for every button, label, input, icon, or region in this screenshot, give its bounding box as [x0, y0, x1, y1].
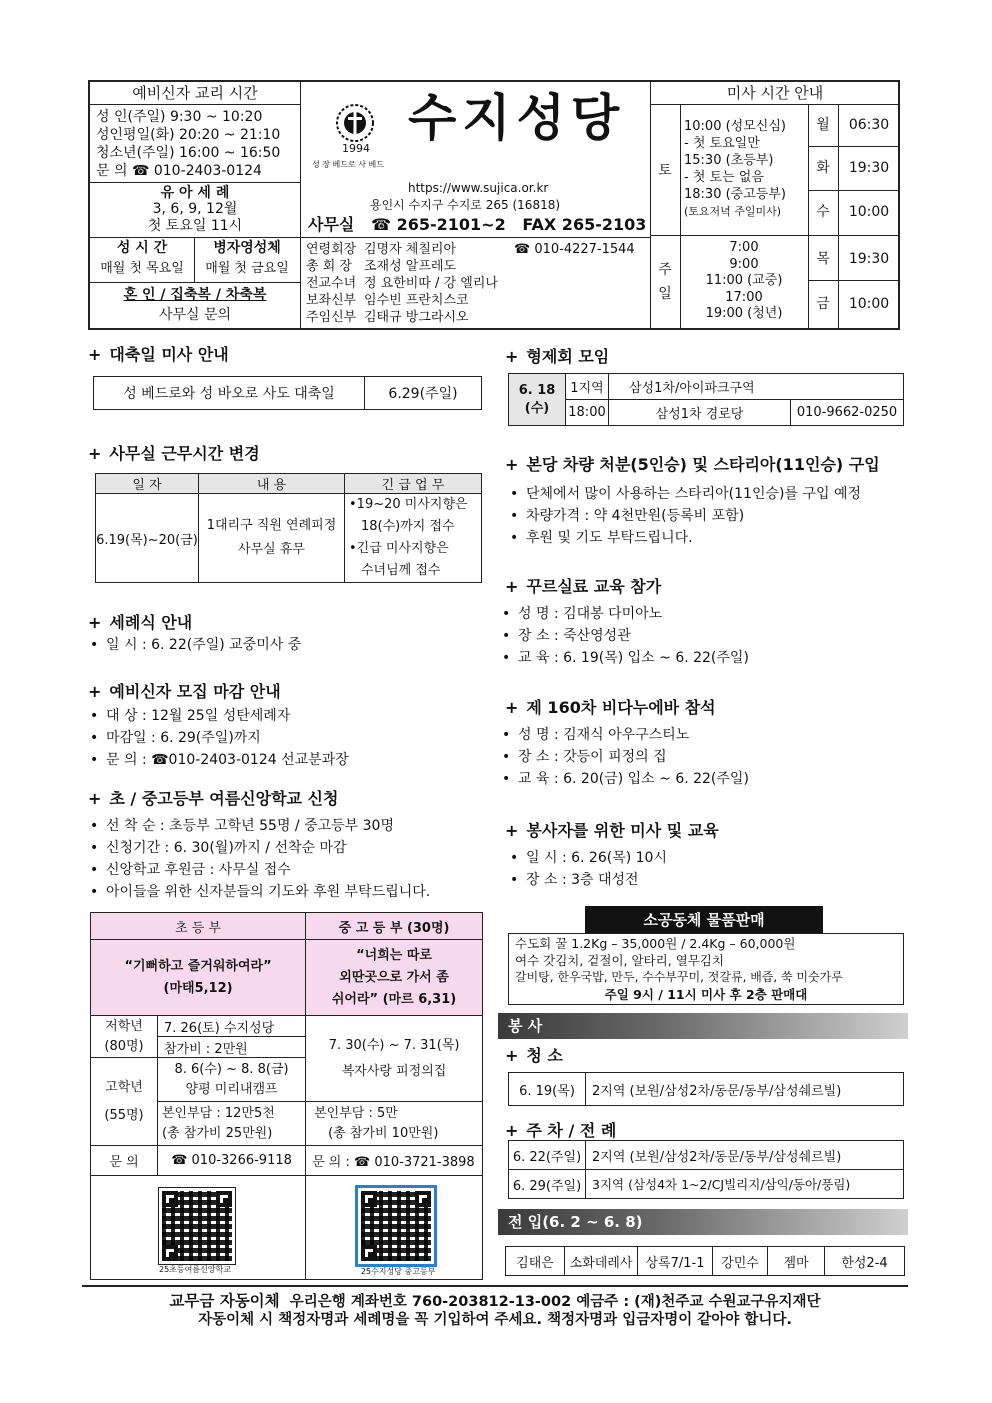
list-item: • 교 육 : 6. 20(금) 입소 ~ 6. 22(주일) — [500, 768, 749, 790]
youth-qr-icon[interactable] — [358, 1188, 434, 1264]
office-hours-header: 긴 급 업 무 — [345, 474, 482, 494]
staff-name: 조재성 알프레도 — [364, 259, 457, 274]
summer-school-title-text: 초 / 중고등부 여름신앙학교 신청 — [109, 789, 339, 808]
office-hours-content-line: 1대리구 직원 연례피정 — [206, 518, 337, 533]
catechism-time: 9:30 ~ 10:20 — [169, 109, 263, 125]
weekday-time: 10:00 — [848, 204, 890, 220]
address: 용인시 수지구 수지로 265 (16818) — [370, 198, 561, 212]
parking-title-text: 주 차 / 전 례 — [526, 1121, 617, 1140]
website-link[interactable]: https://www.sujica.or.kr — [408, 181, 549, 195]
staff-role: 총 회 장 — [306, 259, 352, 274]
upper-grade-label — [91, 1058, 158, 1146]
elementary-contact[interactable]: ☎ 010-3266-9118 — [158, 1146, 306, 1176]
motto-line: (마태5,12) — [163, 980, 233, 996]
brothers-place: 삼성1차 경로당 — [609, 400, 791, 426]
brothers-time: 18:00 — [566, 400, 609, 426]
office-phone[interactable]: ☎ 265-2101~2 — [371, 215, 506, 234]
weekday-label: 수 — [816, 204, 830, 220]
mass-sunday-line: 17:00 — [725, 289, 763, 305]
baptism-title: + 세례식 안내 — [88, 613, 193, 632]
cleaning-title: + 청 소 — [505, 1046, 563, 1065]
motto-line: 외딴곳으로 가서 좀 — [339, 969, 449, 985]
feast-date: 6.29(주일) — [365, 377, 482, 410]
footer-line-2: 자동이체 시 책정자명과 세례명을 꼭 기입하여 주세요. 책정자명과 입금자명이 같아야 합니다. — [198, 1312, 792, 1328]
volunteer-list — [508, 847, 667, 891]
cursillo-title-text: 꾸르실료 교육 참가 — [526, 577, 662, 596]
staff-role: 주임신부 — [306, 310, 357, 325]
parking-desc: 3지역 (삼성4차 1~2/CJ빌리지/삼익/동아/풍림) — [586, 1170, 904, 1199]
office-hours-title-text: 사무실 근무시간 변경 — [109, 444, 260, 463]
youth-contact[interactable]: 문 의 : ☎ 010-3721-3898 — [306, 1146, 483, 1176]
mass-saturday-line: 15:30 (초등부) — [684, 153, 774, 168]
catechism-rows — [96, 108, 296, 180]
lower-grade-fee: 참가비 : 2만원 — [158, 1037, 306, 1058]
infant-baptism-title: 유 아 세 례 — [160, 185, 230, 201]
feast-title-text: 대축일 미사 안내 — [109, 345, 229, 364]
catechumen-list — [88, 705, 349, 771]
cleaning-desc: 2지역 (보원/삼성2차/동문/동부/삼성쉐르빌) — [586, 1073, 904, 1106]
infant-baptism-months: 3, 6, 9, 12월 — [152, 201, 238, 217]
transfer-table — [505, 1246, 905, 1276]
staff-role: 연령회장 — [306, 242, 357, 257]
cleaning-date: 6. 19(목) — [509, 1073, 586, 1106]
bulletin-header — [88, 80, 900, 330]
brothers-title: + 형제회 모임 — [505, 347, 610, 366]
youth-fee — [306, 1102, 483, 1146]
list-item: • 대 상 : 12월 25일 성탄세례자 — [88, 705, 349, 727]
list-item: • 장 소 : 갓등이 피정의 집 — [500, 746, 749, 768]
staff-row — [306, 292, 650, 309]
list-item: • 신청기간 : 6. 30(월)까지 / 선착순 마감 — [88, 837, 430, 859]
catechumen-title-text: 예비신자 모집 마감 안내 — [109, 682, 281, 701]
sale-line: 갈비탕, 한우국밥, 만두, 수수부꾸미, 젓갈류, 배즙, 쑥 미숫가루 — [515, 970, 843, 984]
cleaning-title-text: 청 소 — [526, 1046, 563, 1065]
upper-grade-fee — [158, 1102, 306, 1146]
parking-date: 6. 29(주일) — [509, 1170, 586, 1199]
office-hours-header: 일 자 — [96, 474, 199, 494]
mass-sunday-line: 7:00 — [729, 240, 759, 255]
list-item: • 신앙학교 후원금 : 사무실 접수 — [88, 859, 430, 881]
youth-place: 복자사랑 피정의집 — [341, 1063, 447, 1079]
qr-finder-icon — [162, 1191, 178, 1207]
transfer-cell: 강민수 — [713, 1247, 768, 1276]
staff-name: 김태규 방그라시오 — [364, 310, 469, 325]
vehicle-title-text: 본당 차량 처분(5인승) 및 스타리아(11인승) 구입 — [526, 455, 880, 474]
list-item: • 장 소 : 3층 대성전 — [508, 869, 667, 891]
list-item: • 차량가격 : 약 4천만원(등록비 포함) — [508, 505, 861, 527]
fee-line: 본인부담 : 5만 — [314, 1105, 398, 1121]
feast-table — [93, 376, 482, 410]
office-hours-title: + 사무실 근무시간 변경 — [88, 444, 260, 463]
catechism-time: 16:00 ~ 16:50 — [179, 145, 281, 161]
weekday-label: 금 — [816, 296, 830, 312]
catechism-time: 20:20 ~ 21:10 — [179, 127, 281, 143]
motto-line: “너희는 따로 — [356, 947, 432, 963]
fee-line: 본인부담 : 12만5천 — [162, 1105, 275, 1121]
catechism-phone: ☎ 010-2403-0124 — [131, 163, 262, 179]
transfer-cell: 소화데레사 — [565, 1247, 638, 1276]
mass-saturday-label: 토 — [658, 163, 672, 179]
office-hours-date: 6.19(목)~20(금) — [96, 494, 199, 583]
list-item: • 선 착 순 : 초등부 고학년 55명 / 중고등부 30명 — [88, 815, 430, 837]
qr-finder-icon — [162, 1245, 178, 1261]
grade-label-line: 저학년 — [105, 1018, 143, 1034]
office-hours-header: 내 용 — [199, 474, 345, 494]
transfer-cell: 한성2-4 — [825, 1247, 905, 1276]
upper-grade-place: 양평 미리내캠프 — [185, 1081, 278, 1097]
list-item: • 후원 및 기도 부탁드립니다. — [508, 527, 861, 549]
elementary-qr-caption: 25초등여름신앙학교 — [158, 1265, 231, 1274]
catechism-label: 문 의 — [96, 163, 128, 179]
staff-role: 전교수녀 — [306, 276, 357, 291]
small-community-title: 소공동체 물품판매 — [585, 906, 823, 934]
elementary-qr-cell — [91, 1176, 306, 1280]
catechism-title: 예비신자 교리 시간 — [132, 84, 258, 102]
staff-phone: ☎ 010-4227-1544 — [514, 242, 635, 257]
qr-finder-icon — [361, 1245, 377, 1261]
parking-date: 6. 22(주일) — [509, 1141, 586, 1170]
mass-saturday-line: - 첫 토는 없음 — [684, 170, 764, 185]
fee-line: (총 참가비 10만원) — [328, 1125, 439, 1141]
elementary-header: 초 등 부 — [91, 913, 306, 940]
service-bar: 봉 사 — [498, 1013, 908, 1039]
urgent-line: •19~20 미사지향은 — [349, 497, 468, 512]
staff-row — [306, 309, 650, 326]
catechumen-title: + 예비신자 모집 마감 안내 — [88, 682, 281, 701]
office-hours-content — [199, 494, 345, 583]
cursillo-list — [500, 603, 749, 669]
grade-label-line: (80명) — [104, 1038, 144, 1054]
elementary-motto — [91, 940, 306, 1016]
office-hours-table — [95, 473, 482, 583]
catechism-label: 청소년(주일) — [96, 145, 175, 161]
staff-row — [306, 258, 650, 275]
transfer-cell: 김태은 — [506, 1247, 565, 1276]
footer-autopay-label: 교무금 자동이체 — [169, 1292, 280, 1310]
motto-line: 쉬어라” (마르 6,31) — [331, 991, 457, 1007]
list-item: • 성 명 : 김대봉 다미아노 — [500, 603, 749, 625]
list-item: • 아이들을 위한 신자분들의 기도와 후원 부탁드립니다. — [88, 881, 430, 903]
grade-label-line: 고학년 — [105, 1079, 143, 1095]
brothers-table — [508, 373, 904, 426]
sick-communion-value: 매월 첫 금요일 — [205, 261, 289, 276]
list-item: • 단체에서 많이 사용하는 스타리아(11인승)를 구입 예정 — [508, 483, 861, 505]
contact-label: 문 의 — [91, 1146, 158, 1176]
brothers-phone[interactable]: 010-9662-0250 — [791, 400, 904, 426]
youth-qr-caption: 25수지성당 중고등부 — [360, 1267, 436, 1276]
lower-grade-label — [91, 1016, 158, 1058]
brothers-date-line: 6. 18 — [518, 382, 556, 398]
mass-sunday-line: 11:00 (교중) — [705, 273, 783, 289]
catechism-label: 성 인(주일) — [96, 109, 166, 125]
vidanueva-title-text: 제 160차 비다누에바 참석 — [526, 698, 716, 717]
vehicle-title: + 본당 차량 처분(5인승) 및 스타리아(11인승) 구입 — [505, 455, 880, 474]
catechism-label: 성인평일(화) — [96, 127, 175, 143]
sale-line: 주일 9시 / 11시 미사 후 2층 판매대 — [604, 987, 808, 1002]
list-item: • 문 의 : ☎010-2403-0124 선교분과장 — [88, 749, 349, 771]
feast-title: + 대축일 미사 안내 — [88, 345, 229, 364]
list-item: • 일 시 : 6. 22(주일) 교중미사 중 — [88, 634, 301, 656]
urgent-line: 수녀님께 접수 — [361, 563, 441, 578]
vehicle-list — [508, 483, 861, 549]
feast-name: 성 베드로와 성 바오로 사도 대축일 — [94, 377, 365, 410]
weekday-label: 화 — [816, 160, 830, 176]
wedding-title: 혼 인 / 집축복 / 차축복 — [123, 287, 267, 303]
volunteer-title-text: 봉사자를 위한 미사 및 교육 — [526, 821, 719, 840]
mass-saturday-line: 10:00 (성모신심) — [684, 119, 786, 134]
staff-row — [306, 275, 650, 292]
staff-name: 정 요한비따 / 강 엘리나 — [364, 276, 498, 291]
church-name: 수지성당 — [408, 89, 626, 147]
transfer-bar — [498, 1209, 908, 1235]
motto-line: “기뻐하고 즐거워하여라” — [124, 958, 272, 974]
weekday-time: 10:00 — [848, 296, 890, 312]
staff-list — [306, 241, 650, 326]
elementary-qr-icon[interactable] — [159, 1188, 235, 1264]
footer-divider — [82, 1285, 908, 1287]
office-label: 사무실 — [308, 215, 355, 234]
infant-baptism-time: 첫 토요일 11시 — [147, 218, 243, 234]
baptism-list — [88, 634, 301, 656]
vidanueva-list — [500, 724, 749, 790]
list-item: • 마감일 : 6. 29(주일)까지 — [88, 727, 349, 749]
holy-hour-value: 매월 첫 목요일 — [100, 261, 184, 276]
weekday-time: 19:30 — [848, 251, 890, 267]
brothers-region: 1지역 — [566, 374, 609, 400]
wedding-value: 사무실 문의 — [158, 307, 232, 323]
upper-grade-date: 8. 6(수) ~ 8. 8(금) — [174, 1061, 289, 1077]
office-hours-content-line: 사무실 휴무 — [238, 542, 305, 557]
vidanueva-title: + 제 160차 비다누에바 참석 — [505, 698, 716, 717]
lower-grade-place: 7. 26(토) 수지성당 — [158, 1016, 306, 1037]
summer-school-table — [90, 912, 483, 1280]
mass-sunday-label-text: 주일 — [658, 262, 672, 302]
mass-saturday-line: (토요저녁 주일미사) — [684, 205, 782, 218]
list-item: • 장 소 : 죽산영성관 — [500, 625, 749, 647]
mass-sunday-line: 9:00 — [729, 256, 759, 272]
logo-year: 1994 — [342, 142, 370, 155]
transfer-bar-label: 전 입 — [508, 1213, 543, 1231]
summer-school-title: + 초 / 중고등부 여름신앙학교 신청 — [88, 789, 339, 808]
cleaning-table — [508, 1072, 904, 1106]
list-item: • 교 육 : 6. 19(목) 입소 ~ 6. 22(주일) — [500, 647, 749, 669]
staff-row — [306, 241, 650, 258]
parking-desc: 2지역 (보원/삼성2차/동문/동부/삼성쉐르빌) — [586, 1141, 904, 1170]
small-community-box — [508, 933, 904, 1005]
youth-date: 7. 30(수) ~ 7. 31(목) — [328, 1037, 460, 1053]
staff-role: 보좌신부 — [306, 293, 357, 308]
holy-hour-title: 성 시 간 — [116, 240, 168, 256]
youth-motto — [306, 940, 483, 1016]
fee-line: (총 참가비 25만원) — [162, 1125, 273, 1141]
office-contact — [308, 214, 648, 236]
cursillo-title: + 꾸르실료 교육 참가 — [505, 577, 662, 596]
qr-finder-icon — [361, 1191, 377, 1207]
qr-finder-icon — [415, 1191, 431, 1207]
transfer-cell: 젬마 — [768, 1247, 825, 1276]
youth-header: 중 고 등 부 (30명) — [306, 913, 483, 940]
sick-communion-title: 병자영성체 — [213, 240, 281, 256]
youth-qr-cell — [306, 1176, 483, 1280]
sale-line: 수도회 꿀 1.2Kg – 35,000원 / 2.4Kg – 60,000원 — [515, 936, 796, 951]
list-item: • 일 시 : 6. 26(목) 10시 — [508, 847, 667, 869]
urgent-line: 18(수)까지 접수 — [361, 519, 455, 534]
grade-label-line: (55명) — [104, 1107, 144, 1123]
mass-sunday-times — [680, 240, 808, 323]
volunteer-title: + 봉사자를 위한 미사 및 교육 — [505, 821, 719, 840]
qr-finder-icon — [216, 1191, 232, 1207]
list-item: • 성 명 : 김재식 아우구스티노 — [500, 724, 749, 746]
brothers-area: 삼성1차/아이파크구역 — [609, 374, 904, 400]
weekday-label: 목 — [816, 251, 830, 267]
transfer-bar-range: (6. 2 ~ 6. 8) — [542, 1213, 643, 1231]
mass-title: 미사 시간 안내 — [726, 84, 824, 102]
baptism-title-text: 세례식 안내 — [109, 613, 193, 632]
parking-title: + 주 차 / 전 례 — [505, 1121, 617, 1140]
mass-sunday-label — [650, 258, 680, 306]
staff-name: 임수빈 프란치스코 — [364, 293, 469, 308]
youth-schedule — [306, 1016, 483, 1102]
urgent-line: •긴급 미사지향은 — [349, 541, 449, 556]
summer-school-list — [88, 815, 430, 903]
transfer-cell: 상록7/1-1 — [638, 1247, 713, 1276]
mass-saturday-line: - 첫 토요일만 — [684, 136, 760, 151]
brothers-day-line: (수) — [524, 400, 550, 416]
mass-saturday-line: 18:30 (중고등부) — [684, 187, 786, 202]
brothers-title-text: 형제회 모임 — [526, 347, 610, 366]
weekday-time: 06:30 — [848, 117, 890, 133]
parking-table — [508, 1140, 904, 1199]
office-hours-urgent — [345, 494, 482, 583]
upper-grade-schedule — [158, 1058, 306, 1102]
mass-saturday-times — [684, 118, 808, 220]
staff-name: 김명자 체칠리아 — [364, 242, 457, 257]
logo-caption: 성 장 베드로 사 베드 — [312, 160, 384, 169]
office-fax: FAX 265-2103 — [522, 215, 647, 234]
sale-line: 여수 갓김치, 겉절이, 알타리, 열무김치 — [515, 953, 724, 968]
brothers-date — [509, 374, 566, 426]
mass-sunday-line: 19:00 (청년) — [705, 306, 783, 322]
weekday-time: 19:30 — [848, 160, 890, 176]
footer-account: 우리은행 계좌번호 760-203812-13-002 예금주 : (재)천주교 수원교구유지재단 — [289, 1294, 821, 1310]
weekday-label: 월 — [816, 117, 830, 133]
footer-line-1 — [82, 1292, 908, 1312]
